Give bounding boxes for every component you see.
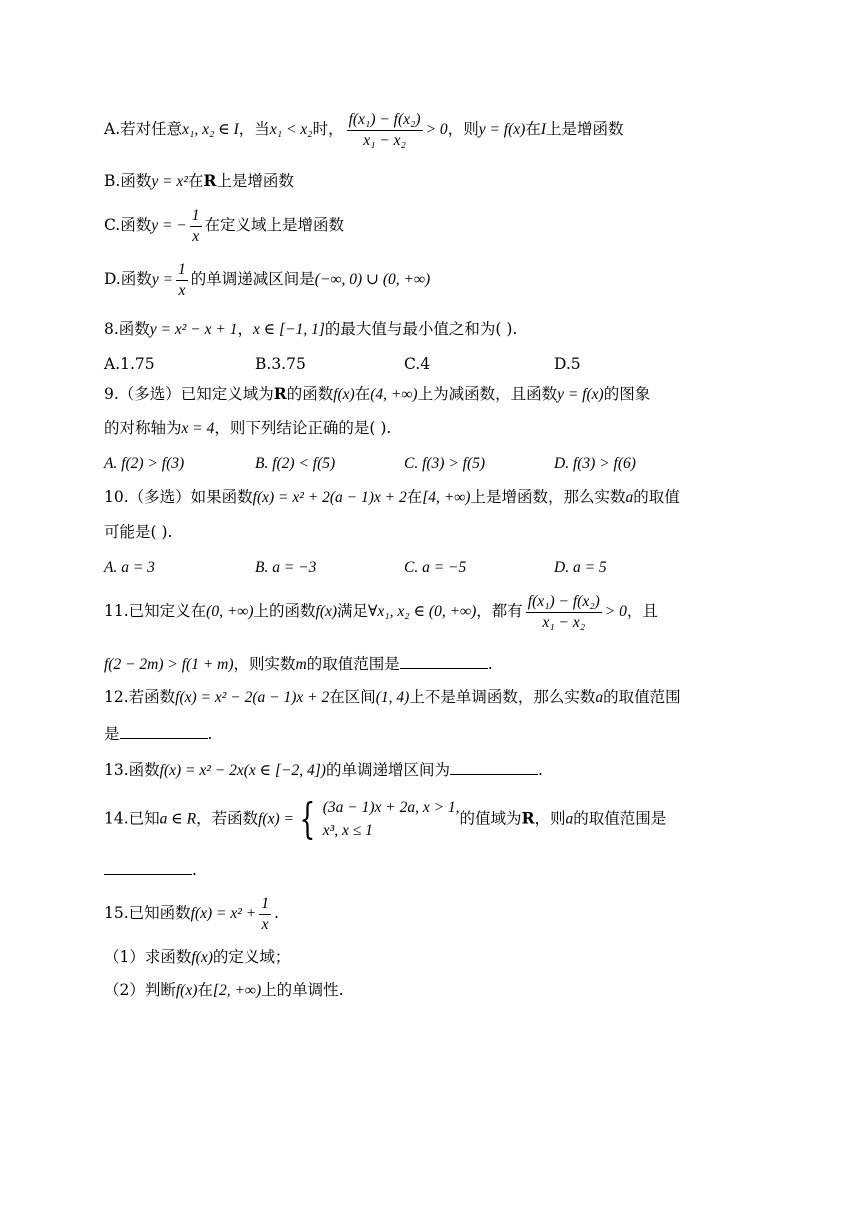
fraction-numerator: f(x₁) − f(x₂): [347, 112, 423, 131]
q10-option-c: C. a = −5: [404, 559, 467, 576]
math: a: [595, 689, 604, 706]
fraction: [526, 594, 602, 630]
q9-stem-line1: [104, 386, 650, 403]
case-1: (3a − 1)x + 2a, x > 1,: [322, 799, 460, 816]
text: 的定义域；: [212, 948, 291, 966]
answer-blank[interactable]: [120, 724, 208, 739]
answer-blank[interactable]: [400, 654, 488, 669]
text: 在: [406, 488, 423, 506]
q11-stem-line2: [104, 654, 493, 673]
fraction-denominator: x₁ − x₂: [542, 613, 586, 631]
q10-stem-line2: 可能是( ).: [104, 523, 173, 541]
text: .: [274, 904, 279, 922]
text: 在区间: [329, 688, 376, 706]
text: 11.已知定义在: [104, 602, 207, 620]
math: > 0: [604, 603, 627, 620]
fraction: [176, 262, 188, 298]
text: 的取值范围是: [573, 809, 667, 828]
math: y =: [151, 271, 174, 288]
text: 在定义域上是增函数: [204, 216, 345, 234]
q9-option-d: D. f(3) > f(6): [554, 455, 636, 472]
math: y = f(x): [478, 121, 526, 138]
q12-stem-line2: [104, 724, 212, 743]
text: 的值域为: [459, 809, 522, 828]
fraction: [347, 112, 423, 148]
math: y = x² − x + 1: [149, 321, 238, 338]
text: 的对称轴为: [104, 419, 182, 437]
text: 是: [104, 725, 120, 743]
text: 的单调递减区间是: [190, 270, 315, 288]
text: ，则下列结论正确的是( ).: [214, 419, 392, 437]
text: 上是增函数: [546, 120, 624, 138]
text: B.函数: [104, 172, 152, 190]
q9-option-c: C. f(3) > f(5): [404, 455, 486, 472]
text: 上不是单调函数，那么实数: [409, 688, 596, 706]
math: ∀x₁, x₂ ∈ (0, +∞): [368, 603, 477, 620]
q15-sub2: [104, 983, 344, 999]
text: 的取值范围: [603, 688, 681, 706]
text: 时，: [312, 120, 344, 138]
q9-stem-line2: [104, 421, 391, 437]
text: 在: [354, 385, 371, 403]
math: f(x): [315, 603, 338, 620]
q11-stem-line1: [104, 594, 658, 630]
fraction-numerator: 1: [259, 896, 271, 915]
math: f(x): [333, 386, 355, 403]
q15-stem: [104, 896, 279, 932]
text: 上为减函数，且函数: [417, 385, 558, 403]
text: ，则实数: [233, 655, 296, 673]
text: ，若函数: [196, 809, 259, 828]
q9-option-a: A. f(2) > f(3): [104, 455, 185, 472]
math: f(x) = x² + 2(a − 1)x + 2: [252, 489, 407, 506]
math: a: [565, 810, 574, 828]
text: 14.已知: [104, 809, 160, 828]
text: （2）判断: [104, 981, 176, 999]
text: 上的函数: [253, 602, 316, 620]
text: 12.若函数: [104, 688, 176, 706]
math: f(x) = x² − 2x(x ∈ [−2, 4]): [159, 762, 326, 779]
piecewise-cases: [323, 796, 460, 843]
math: x₁ < x₂: [269, 121, 313, 138]
math: [2, +∞): [212, 982, 262, 999]
text: ，: [237, 320, 253, 338]
math: f(x) =: [258, 810, 294, 828]
q12-stem-line1: [104, 690, 681, 706]
text: 上是增函数: [216, 172, 294, 190]
q8-option-b: B.3.75: [255, 355, 306, 373]
text: ，当: [238, 120, 270, 138]
q15-sub1: [104, 950, 290, 966]
text: A.若对任意: [104, 120, 183, 138]
bold-r: R: [273, 384, 287, 403]
text: 9.（多选）已知定义域为: [104, 385, 274, 403]
math: m: [295, 656, 307, 673]
q9-option-b: B. f(2) < f(5): [255, 455, 336, 472]
q7-option-d: [104, 262, 430, 298]
math: f(x): [191, 949, 213, 966]
text: ，则: [447, 120, 479, 138]
text: .: [207, 725, 213, 743]
fraction: [190, 208, 202, 244]
q10-option-b: B. a = −3: [255, 559, 317, 576]
text: 上的单调性.: [261, 981, 344, 999]
text: （1）求函数: [104, 948, 192, 966]
text: 的单调递增区间为: [325, 761, 450, 779]
math: > 0: [425, 121, 448, 138]
fraction-numerator: f(x₁) − f(x₂): [526, 594, 602, 613]
fraction: [259, 896, 271, 932]
q10-stem-line1: [104, 490, 680, 506]
text: ，且: [626, 602, 658, 620]
text: .: [192, 861, 197, 879]
text: 满足: [337, 602, 369, 620]
answer-blank[interactable]: [104, 860, 192, 875]
math: (−∞, 0) ∪ (0, +∞): [314, 271, 431, 288]
text: 的取值范围是: [306, 655, 400, 673]
q13-stem: [104, 760, 543, 779]
q14-stem-line2: [104, 860, 197, 879]
text: 10.（多选）如果函数: [104, 488, 253, 506]
math: I: [540, 121, 546, 138]
fraction-numerator: 1: [190, 208, 202, 227]
fraction-denominator: x: [192, 227, 200, 245]
text: 的图象: [603, 385, 651, 403]
q8-option-c: C.4: [404, 355, 431, 373]
q10-option-d: D. a = 5: [554, 559, 607, 576]
q10-option-a: A. a = 3: [104, 559, 155, 576]
q7-option-c: [104, 208, 344, 244]
text: .: [487, 655, 493, 673]
math: f(x) = x² +: [190, 905, 257, 922]
q7-option-a: [104, 112, 624, 148]
text: ，则: [534, 809, 566, 828]
text: 8.函数: [104, 320, 150, 338]
math: y = f(x): [557, 386, 604, 403]
math: x ∈ [−1, 1]: [252, 321, 325, 338]
math: f(x): [175, 982, 198, 999]
math: a: [625, 489, 634, 506]
text: 的取值: [633, 488, 680, 506]
math: (1, 4): [375, 689, 410, 706]
q7-option-b: [104, 173, 294, 190]
fraction-denominator: x₁ − x₂: [363, 131, 406, 149]
text: 在: [197, 981, 213, 999]
bold-r: R: [521, 808, 535, 828]
bold-r: R: [203, 171, 217, 190]
math: (0, +∞): [206, 603, 254, 620]
q8-option-d: D.5: [554, 355, 581, 373]
math: (4, +∞): [370, 386, 418, 403]
q8-stem: [104, 322, 517, 338]
case-2: x³, x ≤ 1: [322, 822, 373, 840]
text: .: [537, 761, 543, 779]
fraction-numerator: 1: [176, 262, 188, 281]
left-brace: {: [299, 794, 316, 844]
math: x₁, x₂ ∈ I: [182, 121, 239, 138]
math: a ∈ R: [159, 810, 197, 828]
text: 在: [525, 120, 541, 138]
math: f(2 − 2m) > f(1 + m): [104, 656, 234, 673]
text: 的最大值与最小值之和为( ).: [324, 320, 518, 338]
text: ，都有: [476, 602, 523, 620]
math: f(x) = x² − 2(a − 1)x + 2: [175, 689, 330, 706]
q8-option-a: A.1.75: [104, 355, 155, 373]
math: y = −: [151, 217, 187, 234]
fraction-denominator: x: [261, 915, 269, 933]
text: 13.函数: [104, 761, 160, 779]
text: C.函数: [104, 216, 152, 234]
text: 15.已知函数: [104, 904, 191, 922]
q14-stem-line1: [104, 796, 666, 843]
answer-blank[interactable]: [450, 760, 538, 775]
text: 的函数: [286, 385, 334, 403]
math: x = 4: [181, 420, 215, 437]
text: D.函数: [104, 270, 152, 288]
text: 上是增函数，那么实数: [470, 488, 626, 506]
math: y = x²: [151, 173, 188, 190]
fraction-denominator: x: [178, 281, 186, 299]
math: [4, +∞): [422, 489, 471, 506]
text: 在: [187, 172, 204, 190]
